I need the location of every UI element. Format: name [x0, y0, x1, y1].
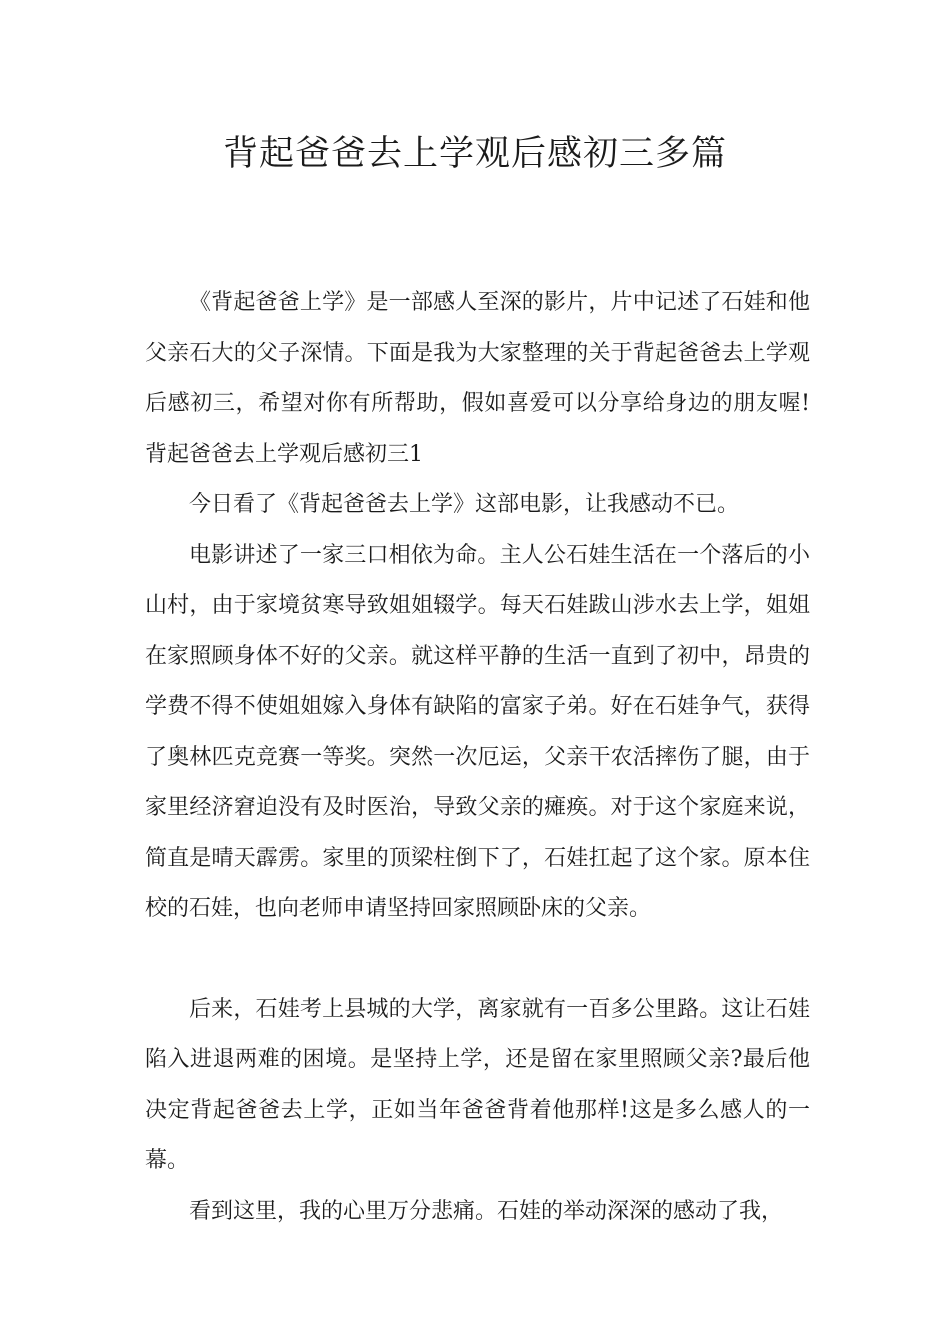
- paragraph-1: 今日看了《背起爸爸去上学》这部电影，让我感动不已。: [189, 492, 740, 517]
- paragraph-2: 电影讲述了一家三口相依为命。主人公石娃生活在一个落后的小山村，由于家境贫寒导致姐姐辍学。每天石娃跋山涉水去上学，姐姐在家照顾身体不好的父亲。就这样平静的生活一直到了初中，昂贵的学费不得不使姐姐嫁入身体有缺陷的富家子弟。好在石娃争气，获得了奥林匹克竞赛一等奖。突然一次厄运，父亲干农活摔伤了腿，由于家里经济窘迫没有及时医治，导致父亲的瘫痪。对于这个家庭来说，简直是晴天霹雳。家里的顶梁柱倒下了，石娃扛起了这个家。原本住校的石娃，也向老师申请坚持回家照顾卧床的父亲。: [145, 542, 810, 921]
- paragraph-3: 后来，石娃考上县城的大学，离家就有一百多公里路。这让石娃陷入进退两难的困境。是坚持上学，还是留在家里照顾父亲?最后他决定背起爸爸去上学，正如当年爸爸背着他那样!这是多么感人的一幕。: [145, 996, 810, 1173]
- paragraph-intro: 《背起爸爸上学》是一部感人至深的影片，片中记述了石娃和他父亲石大的父子深情。下面是我为大家整理的关于背起爸爸去上学观后感初三，希望对你有所帮助，假如喜爱可以分享给身边的朋友喔!背起爸爸去上学观后感初三1: [145, 290, 810, 467]
- document-body: [145, 278, 810, 1237]
- paragraph-4: 看到这里，我的心里万分悲痛。石娃的举动深深的感动了我，: [189, 1198, 784, 1224]
- document-title: 背起爸爸去上学观后感初三多篇: [222, 134, 727, 174]
